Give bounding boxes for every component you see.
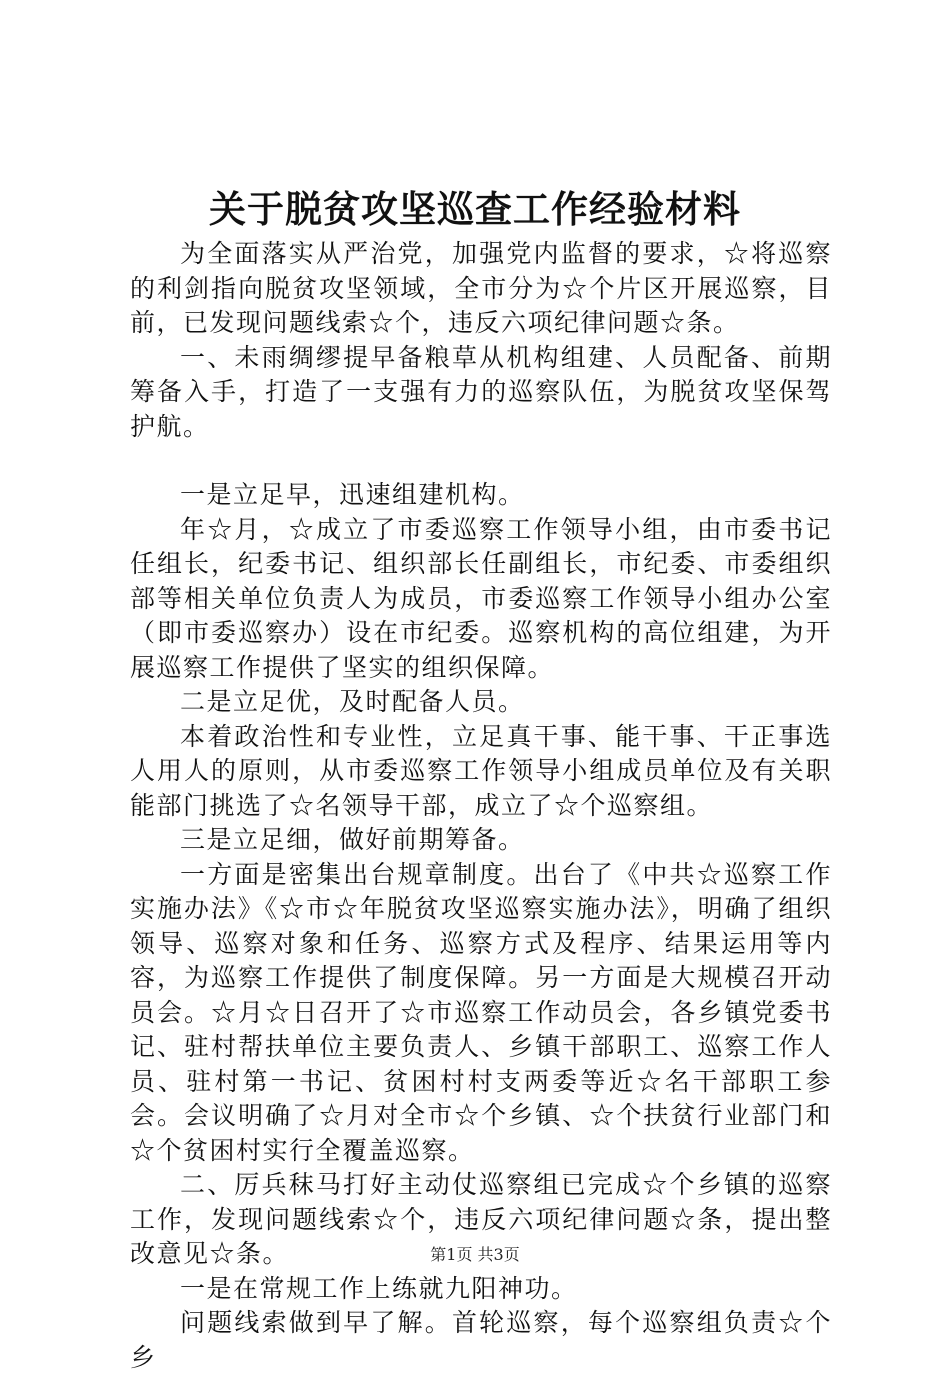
paragraph-section-two-heading: 二、厉兵秣马打好主动仗巡察组已完成☆个乡镇的巡察工作，发现问题线索☆个，违反六项纪律问题☆条，提出整改意见☆条。 — [130, 1170, 832, 1268]
paragraph-point-routine: 一是在常规工作上练就九阳神功。 — [180, 1273, 578, 1303]
paragraph-point-early: 一是立足早，迅速组建机构。 — [180, 480, 525, 509]
paragraph-intro: 为全面落实从严治党，加强党内监督的要求，☆将巡察的利剑指向脱贫攻坚领域，全市分为☆个片区开展巡察，目前，已发现问题线索☆个，违反六项纪律问题☆条。 — [130, 239, 832, 337]
paragraph-section-one-heading: 一、未雨绸缪提早备粮草从机构组建、人员配备、前期筹备入手，打造了一支强有力的巡察队伍，为脱贫攻坚保驾护航。 — [130, 342, 832, 441]
paragraph-org-setup: 年☆月，☆成立了市委巡察工作领导小组，由市委书记任组长，纪委书记、组织部长任副组长，市纪委、市委组织部等相关单位负责人为成员，市委巡察工作领导小组办公室（即市委巡察办）设在市纪委。巡察机构的高位组建，为开展巡察工作提供了坚实的组织保障。 — [130, 514, 832, 682]
paragraph-point-staff: 二是立足优，及时配备人员。 — [180, 687, 525, 716]
paragraph-issue-clues: 问题线索做到早了解。首轮巡察，每个巡察组负责☆个乡 — [130, 1308, 832, 1372]
document-title: 关于脱贫攻坚巡查工作经验材料 — [209, 187, 741, 231]
page-number-footer: 第1页 共3页 — [430, 1245, 520, 1264]
paragraph-staff-selection: 本着政治性和专业性，立足真干事、能干事、干正事选人用人的原则，从市委巡察工作领导小组成员单位及有关职能部门挑选了☆名领导干部，成立了☆个巡察组。 — [130, 721, 832, 820]
paragraph-rules-and-meetings: 一方面是密集出台规章制度。出台了《中共☆巡察工作实施办法》《☆市☆年脱贫攻坚巡察实施办法》，明确了组织领导、巡察对象和任务、巡察方式及程序、结果运用等内容，为巡察工作提供了制度保障。另一方面是大规模召开动员会。☆月☆日召开了☆市巡察工作动员会，各乡镇党委书记、驻村帮扶单位主要负责人、乡镇干部职工、巡察工作人员、驻村第一书记、贫困村村支两委等近☆名干部职工参会。会议明确了☆月对全市☆个乡镇、☆个扶贫行业部门和☆个贫困村实行全覆盖巡察。 — [130, 859, 832, 1165]
paragraph-point-preparation: 三是立足细，做好前期筹备。 — [180, 825, 525, 854]
document-body — [130, 237, 832, 1375]
